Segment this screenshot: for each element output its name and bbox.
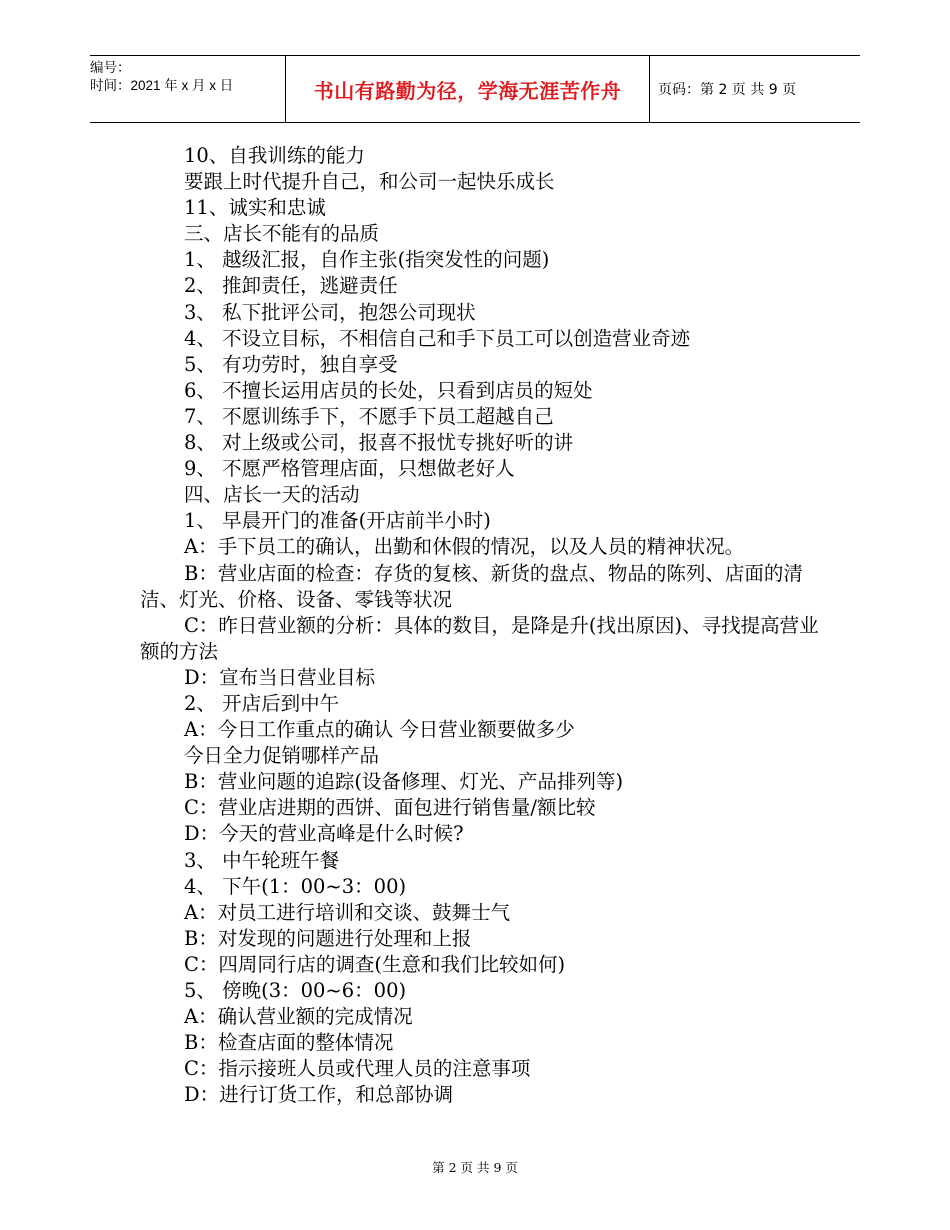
body-line: 三、店长不能有的品质 bbox=[184, 222, 380, 246]
body-line: 今日全力促销哪样产品 bbox=[184, 744, 380, 768]
body-line: B：营业店面的检查：存货的复核、新货的盘点、物品的陈列、店面的清洁、灯光、价格、设备、零钱等状况 bbox=[140, 561, 803, 611]
body-line: 4、 下午(1：00~3：00) bbox=[184, 874, 407, 898]
body-line: A：今日工作重点的确认 今日营业额要做多少 bbox=[184, 718, 575, 742]
body-line: C：指示接班人员或代理人员的注意事项 bbox=[184, 1057, 531, 1081]
body-line: 2、 开店后到中午 bbox=[184, 691, 340, 715]
header-page-info: 页码：第 2 页 共 9 页 bbox=[658, 82, 797, 98]
body-line: 11、诚实和忠诚 bbox=[184, 196, 326, 220]
body-line: 4、 不设立目标，不相信自己和手下员工可以创造营业奇迹 bbox=[184, 326, 691, 350]
body-line: 要跟上时代提升自己，和公司一起快乐成长 bbox=[184, 170, 555, 194]
body-line: A：确认营业额的完成情况 bbox=[184, 1005, 413, 1029]
body-line: C：营业店进期的西饼、面包进行销售量/额比较 bbox=[184, 796, 596, 820]
header-motto: 书山有路勤为径，学海无涯苦作舟 bbox=[313, 78, 622, 103]
body-line: 7、 不愿训练手下，不愿手下员工超越自己 bbox=[184, 404, 554, 428]
body-line: 3、 中午轮班午餐 bbox=[184, 848, 340, 872]
body-line: C：昨日营业额的分析：具体的数目，是降是升(找出原因)、寻找提高营业额的方法 bbox=[140, 613, 819, 663]
body-line: B：对发现的问题进行处理和上报 bbox=[184, 926, 472, 950]
page-header bbox=[90, 55, 860, 123]
body-line: 1、 早晨开门的准备(开店前半小时) bbox=[184, 509, 491, 533]
header-meta bbox=[90, 56, 286, 122]
body-line: A：手下员工的确认，出勤和休假的情况，以及人员的精神状况。 bbox=[184, 535, 745, 559]
body-line: 5、 傍晚(3：00~6：00) bbox=[184, 979, 407, 1002]
body-line: 8、 对上级或公司，报喜不报忧专挑好听的讲 bbox=[184, 431, 574, 455]
body-line: 四、店长一天的活动 bbox=[184, 483, 360, 507]
body-line: 2、 推卸责任，逃避责任 bbox=[184, 274, 398, 298]
page-footer: 第 2 页 共 9 页 bbox=[432, 1160, 518, 1175]
body-line: D：今天的营业高峰是什么时候? bbox=[184, 822, 464, 846]
body-line: 10、自我训练的能力 bbox=[184, 144, 365, 167]
body-line: 1、 越级汇报，自作主张(指突发性的问题) bbox=[184, 248, 550, 272]
header-number-label: 编号： bbox=[90, 60, 131, 75]
body-line: 5、 有功劳时，独自享受 bbox=[184, 352, 398, 376]
body-line: D：进行订货工作，和总部协调 bbox=[184, 1083, 454, 1107]
body-line: 9、 不愿严格管理店面，只想做老好人 bbox=[184, 457, 515, 481]
body-line: B：检查店面的整体情况 bbox=[184, 1031, 394, 1055]
document-body bbox=[140, 143, 820, 1108]
body-line: 6、 不擅长运用店员的长处，只看到店员的短处 bbox=[184, 378, 593, 402]
header-motto-cell bbox=[286, 56, 650, 122]
body-line: B：营业问题的追踪(设备修理、灯光、产品排列等) bbox=[184, 770, 624, 794]
body-line: 3、 私下批评公司，抱怨公司现状 bbox=[184, 300, 476, 324]
body-line: A：对员工进行培训和交谈、鼓舞士气 bbox=[184, 900, 511, 924]
header-time-label: 时间：2021 年 x 月 x 日 bbox=[90, 78, 234, 93]
body-line: C：四周同行店的调查(生意和我们比较如何) bbox=[184, 952, 566, 976]
body-line: D：宣布当日营业目标 bbox=[184, 665, 376, 689]
